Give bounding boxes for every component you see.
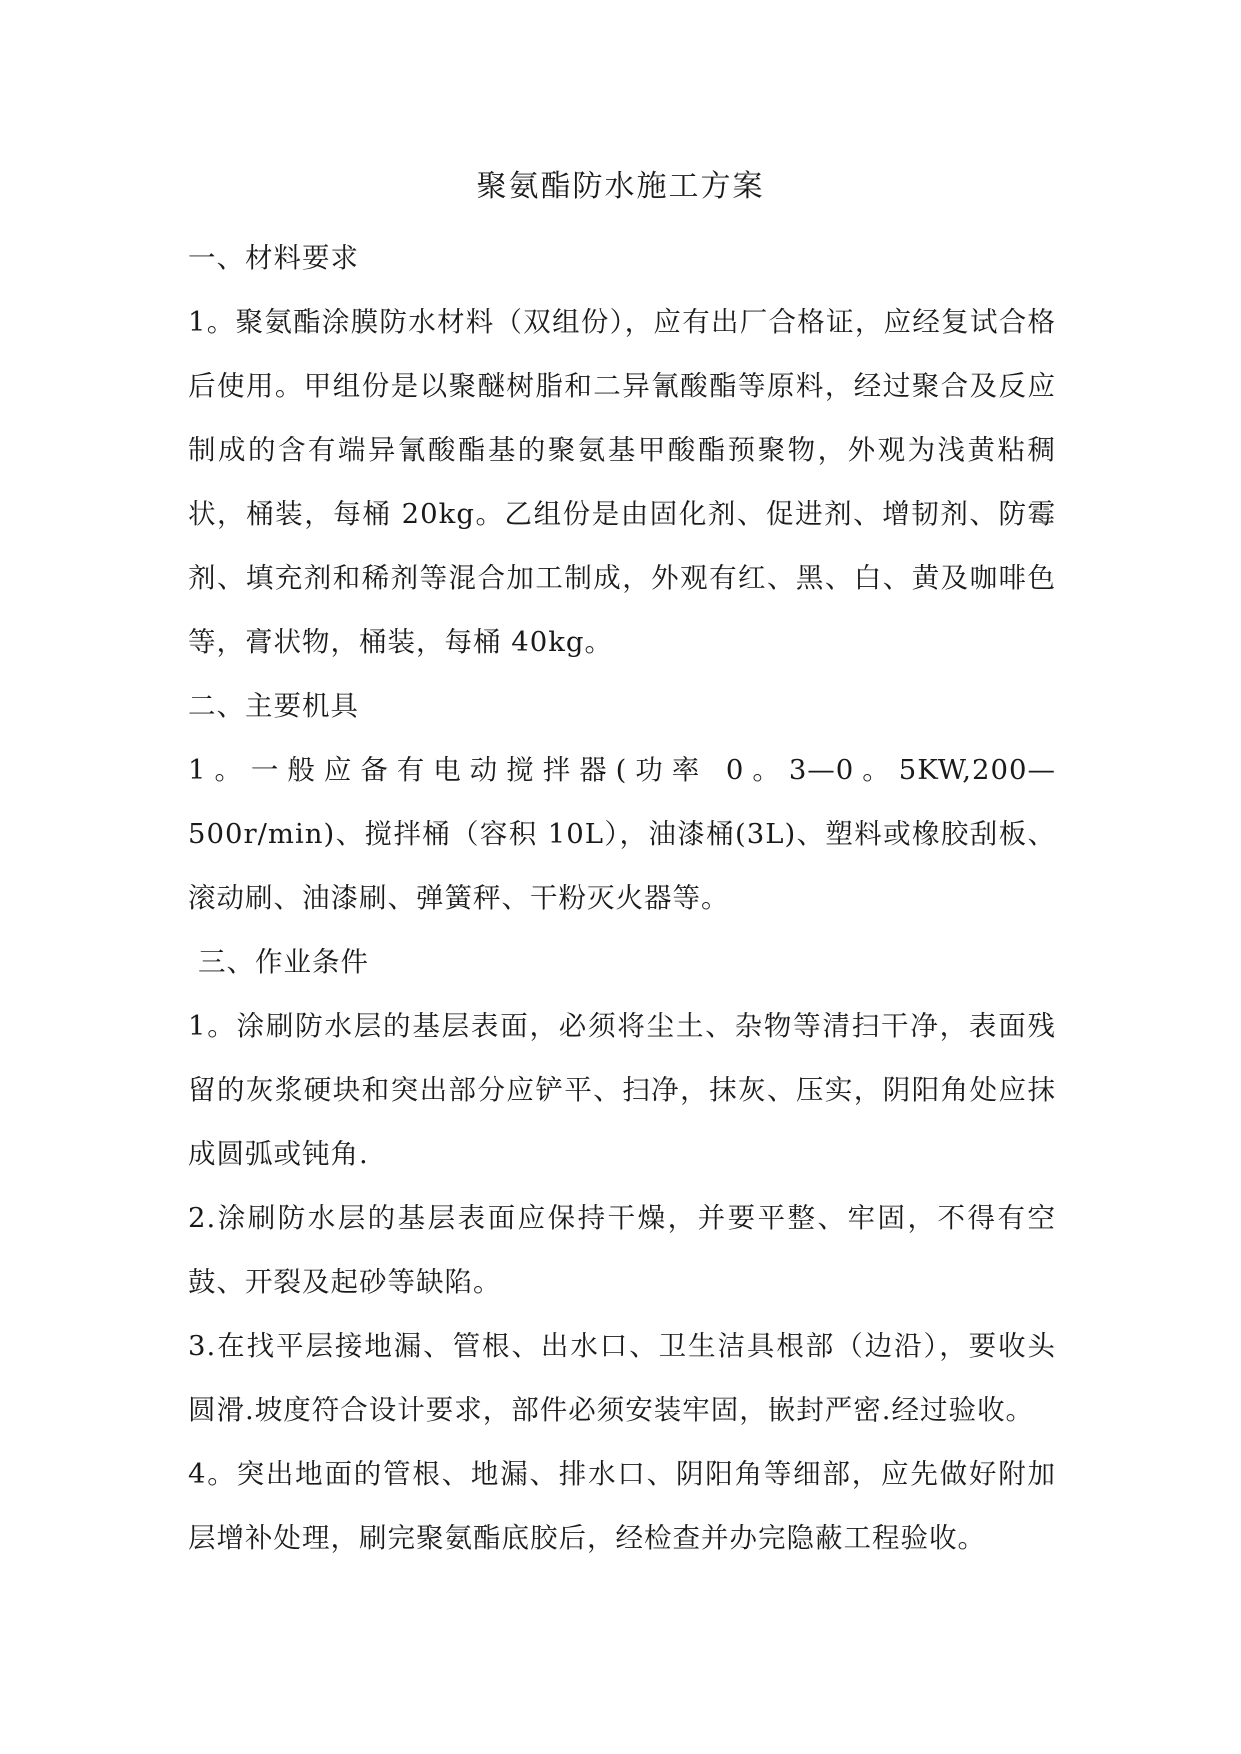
- paragraph-conditions-3: 3.在找平层接地漏、管根、出水口、卫生洁具根部（边沿），要收头圆滑.坡度符合设计要求，部件必须安装牢固，嵌封严密.经过验收。: [188, 1330, 1056, 1426]
- section-heading-conditions: 三、作业条件: [198, 946, 369, 978]
- paragraph-conditions-1: 1。涂刷防水层的基层表面，必须将尘土、杂物等清扫干净，表面残留的灰浆硬块和突出部分应铲平、扫净，抹灰、压实，阴阳角处应抹成圆弧或钝角.: [188, 1010, 1056, 1170]
- section-heading-materials: 一、材料要求: [188, 242, 359, 274]
- paragraph-tools-1: 1。一般应备有电动搅拌器(功率 0。3—0。5KW,200—500r/min)、搅拌桶（容积 10L），油漆桶(3L)、塑料或橡胶刮板、滚动刷、油漆刷、弹簧秤、干粉灭火器等。: [188, 754, 1056, 914]
- paragraph-conditions-4: 4。突出地面的管根、地漏、排水口、阴阳角等细部，应先做好附加层增补处理，刷完聚氨酯底胶后，经检查并办完隐蔽工程验收。: [188, 1458, 1056, 1554]
- document-body: [188, 226, 1056, 1570]
- document-title: 聚氨酯防水施工方案: [476, 169, 765, 204]
- section-heading-tools: 二、主要机具: [188, 690, 359, 722]
- paragraph-conditions-2: 2.涂刷防水层的基层表面应保持干燥，并要平整、牢固，不得有空鼓、开裂及起砂等缺陷。: [188, 1202, 1056, 1298]
- paragraph-materials-1: 1。聚氨酯涂膜防水材料（双组份），应有出厂合格证，应经复试合格后使用。甲组份是以聚醚树脂和二异氰酸酯等原料，经过聚合及反应制成的含有端异氰酸酯基的聚氨基甲酸酯预聚物，外观为浅黄粘稠状，桶装，每桶 20kg。乙组份是由固化剂、促进剂、增韧剂、防霉剂、填充剂和稀剂等混合加工制成，外观有红、黑、白、黄及咖啡色等，膏状物，桶装，每桶 40kg。: [188, 306, 1056, 658]
